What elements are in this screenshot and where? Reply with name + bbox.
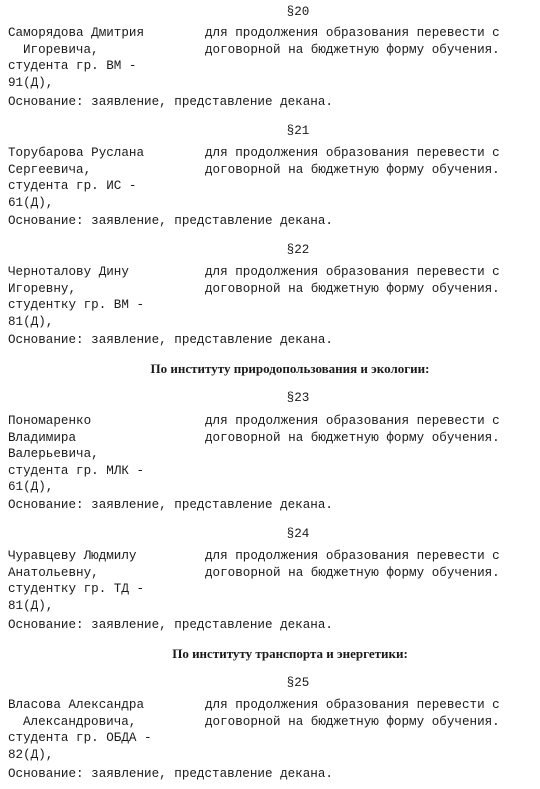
- basis-line: Основание: заявление, представление декана.: [8, 498, 333, 512]
- student-name-block: Пономаренко Владимира Валерьевича, студента гр. МЛК - 61(Д),: [8, 414, 145, 494]
- student-name-block: Власова Александра Александровича, студента гр. ОБДА - 82(Д),: [8, 698, 152, 762]
- section-number: §20: [286, 5, 310, 19]
- institute-heading: По институту транспорта и энергетики:: [172, 646, 408, 661]
- section-number: §25: [286, 676, 310, 690]
- student-name-block: Черноталову Дину Игоревну, студентку гр. ВМ - 81(Д),: [8, 265, 145, 329]
- section-number: §21: [286, 124, 310, 138]
- order-text: для продолжения образования перевести с договорной на бюджетную форму обучения.: [205, 26, 500, 57]
- basis-line: Основание: заявление, представление декана.: [8, 333, 333, 347]
- student-name-block: Торубарова Руслана Сергеевича, студента гр. ИС - 61(Д),: [8, 146, 145, 210]
- order-text: для продолжения образования перевести с договорной на бюджетную форму обучения.: [205, 549, 500, 580]
- basis-line: Основание: заявление, представление декана.: [8, 618, 333, 632]
- order-text: для продолжения образования перевести с договорной на бюджетную форму обучения.: [205, 414, 500, 445]
- order-text: для продолжения образования перевести с договорной на бюджетную форму обучения.: [205, 698, 500, 729]
- student-name-block: Саморядова Дмитрия Игоревича, студента гр. ВМ - 91(Д),: [8, 26, 145, 90]
- student-name-block: Чуравцеву Людмилу Анатольевну, студентку гр. ТД - 81(Д),: [8, 549, 145, 613]
- order-text: для продолжения образования перевести с договорной на бюджетную форму обучения.: [205, 146, 500, 177]
- order-text: для продолжения образования перевести с договорной на бюджетную форму обучения.: [205, 265, 500, 296]
- basis-line: Основание: заявление, представление декана.: [8, 767, 333, 781]
- institute-heading: По институту природопользования и экологии:: [150, 361, 430, 376]
- basis-line: Основание: заявление, представление декана.: [8, 95, 333, 109]
- section-number: §23: [286, 391, 310, 405]
- section-number: §22: [286, 243, 310, 257]
- section-number: §24: [286, 527, 310, 541]
- basis-line: Основание: заявление, представление декана.: [8, 214, 333, 228]
